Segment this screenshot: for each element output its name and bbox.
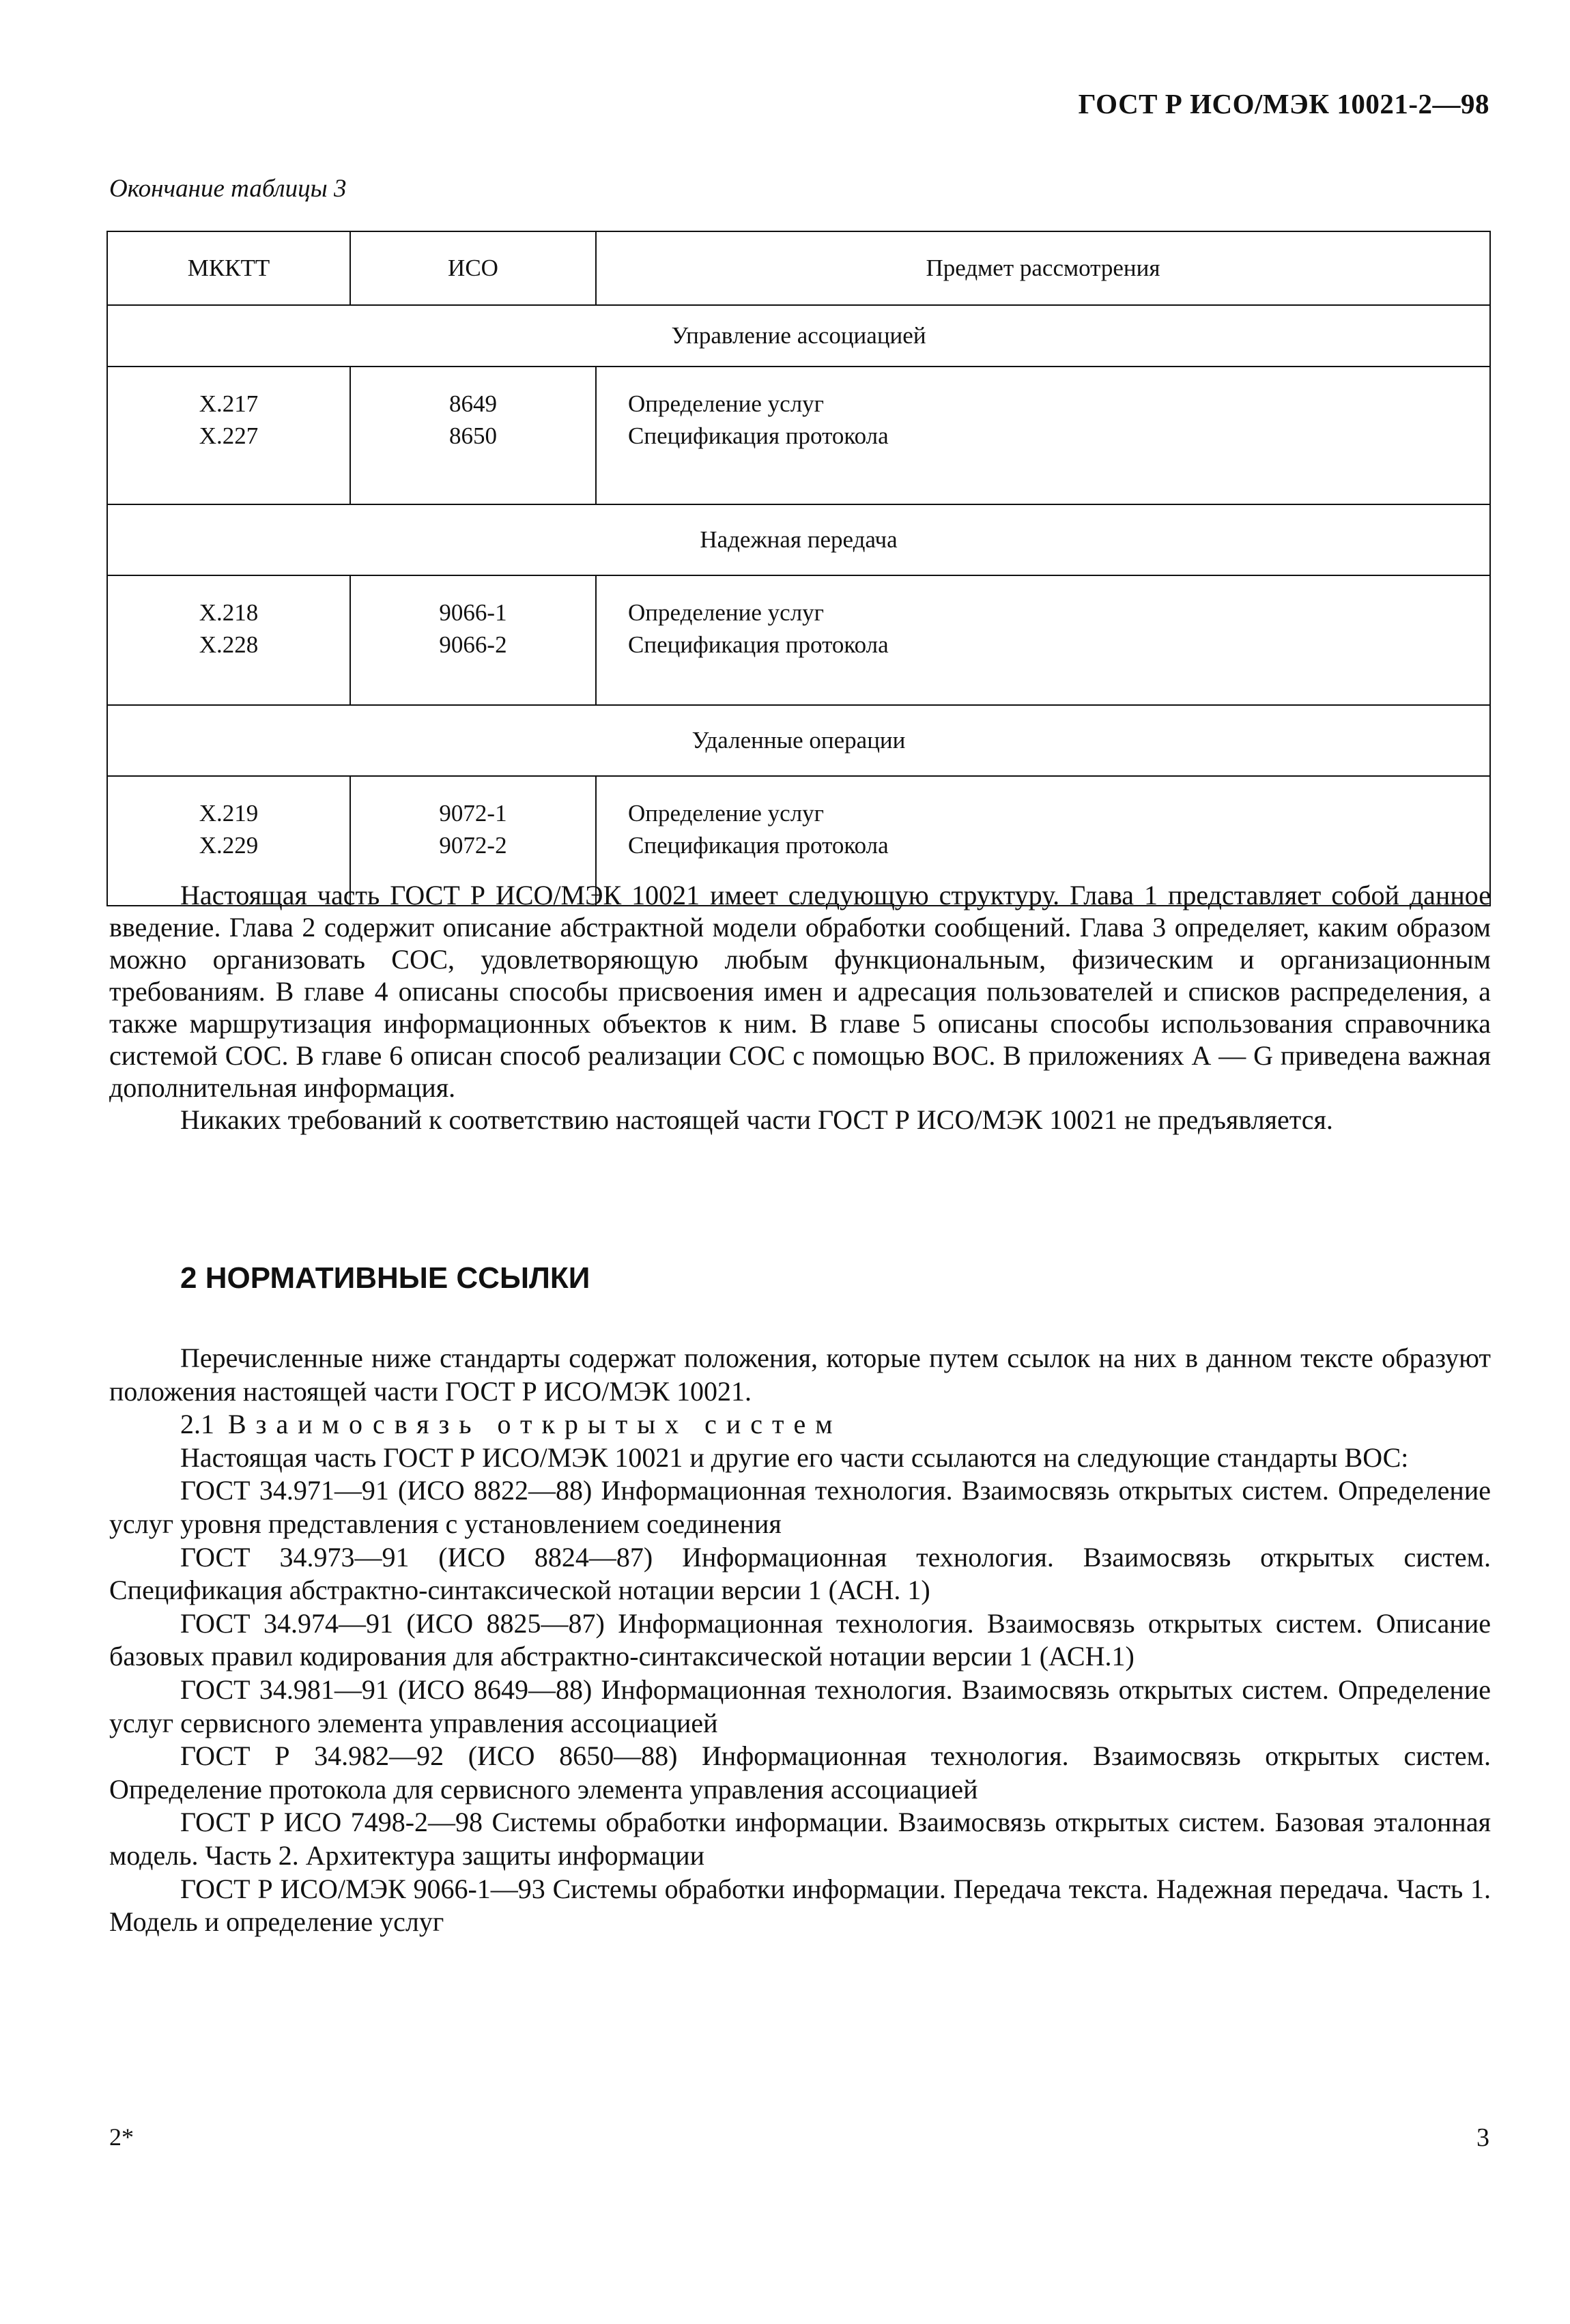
- section-title: Надежная передача: [107, 504, 1490, 575]
- mkktt-cell: X.218 X.228: [107, 575, 350, 705]
- reference-item: ГОСТ 34.981—91 (ИСО 8649—88) Информационная технология. Взаимосвязь открытых систем. Определение услуг сервисного элемента управления ассоциацией: [109, 1674, 1491, 1738]
- iso-cell: 9072-1 9072-2: [350, 776, 596, 906]
- body-paragraph: Настоящая часть ГОСТ Р ИСО/МЭК 10021 имеет следующую структуру. Глава 1 представляет собой данное введение. Глава 2 содержит описание абстрактной модели обработки сообщений. Глава 3 определяет, каким образом можно организовать СОС, удовлетворяющую любым функциональным, физическим и организационным требованиям. В главе 4 описаны способы присвоения имен и адресация пользователей и списков распределения, а также маршрутизация информационных объектов к ним. В главе 5 описаны способы использования справочника системой СОС. В главе 6 описан способ реализации СОС с помощью ВОС. В приложениях А — G приведена важная дополнительная информация.: [109, 880, 1491, 1103]
- section-title: Управление ассоциацией: [107, 305, 1490, 367]
- header-mkktt: МККТТ: [107, 231, 350, 305]
- standards-table: [106, 231, 1491, 906]
- iso-cell: 8649 8650: [350, 367, 596, 504]
- table-section-row: [107, 504, 1490, 575]
- section-title: Удаленные операции: [107, 705, 1490, 776]
- mkktt-cell: X.217 X.227: [107, 367, 350, 504]
- refs-intro: Перечисленные ниже стандарты содержат положения, которые путем ссылок на них в данном тексте образуют положения настоящей части ГОСТ Р ИСО/МЭК 10021.: [109, 1343, 1491, 1407]
- table-section-row: [107, 705, 1490, 776]
- reference-item: ГОСТ Р 34.982—92 (ИСО 8650—88) Информационная технология. Взаимосвязь открытых систем. Определение протокола для сервисного элемента управления ассоциацией: [109, 1740, 1491, 1805]
- reference-item: ГОСТ Р ИСО 7498-2—98 Системы обработки информации. Взаимосвязь открытых систем. Базовая эталонная модель. Часть 2. Архитектура защиты информации: [109, 1807, 1491, 1871]
- section-heading: 2 НОРМАТИВНЫЕ ССЫЛКИ: [180, 1261, 590, 1295]
- page-number: 3: [1476, 2123, 1489, 2152]
- document-id: ГОСТ Р ИСО/МЭК 10021-2—98: [1078, 88, 1489, 119]
- reference-item: ГОСТ Р ИСО/МЭК 9066-1—93 Системы обработки информации. Передача текста. Надежная передача. Часть 1. Модель и определение услуг: [109, 1873, 1491, 1938]
- table-section-row: [107, 305, 1490, 367]
- normative-references: [109, 1342, 1491, 1939]
- subject-cell: Определение услуг Спецификация протокола: [596, 575, 1490, 705]
- table-row: [107, 367, 1490, 504]
- header-subject: Предмет рассмотрения: [596, 231, 1490, 305]
- subsection-intro: Настоящая часть ГОСТ Р ИСО/МЭК 10021 и другие его части ссылаются на следующие стандарты ВОС:: [180, 1441, 1409, 1473]
- iso-cell: 9066-1 9066-2: [350, 575, 596, 705]
- reference-item: ГОСТ 34.974—91 (ИСО 8825—87) Информационная технология. Взаимосвязь открытых систем. Описание базовых правил кодирования для абстрактно-синтаксической нотации версии 1 (АСН.1): [109, 1607, 1491, 1672]
- subsection-heading: 2.1 Взаимосвязь открытых систем: [180, 1409, 842, 1440]
- reference-item: ГОСТ 34.971—91 (ИСО 8822—88) Информационная технология. Взаимосвязь открытых систем. Определение услуг уровня представления с установлением соединения: [109, 1475, 1491, 1539]
- signature-mark: 2*: [109, 2123, 134, 2151]
- intro-body: [109, 879, 1491, 1136]
- subject-cell: Определение услуг Спецификация протокола: [596, 367, 1490, 504]
- table-caption: Окончание таблицы 3: [109, 175, 347, 203]
- mkktt-cell: X.219 X.229: [107, 776, 350, 906]
- subject-cell: Определение услуг Спецификация протокола: [596, 776, 1490, 906]
- reference-item: ГОСТ 34.973—91 (ИСО 8824—87) Информационная технология. Взаимосвязь открытых систем. Спецификация абстрактно-синтаксической нотации версии 1 (АСН. 1): [109, 1541, 1491, 1606]
- table-header-row: [107, 231, 1490, 305]
- body-paragraph: Никаких требований к соответствию настоящей части ГОСТ Р ИСО/МЭК 10021 не предъявляется.: [180, 1104, 1333, 1135]
- header-iso: ИСО: [350, 231, 596, 305]
- table-row: [107, 575, 1490, 705]
